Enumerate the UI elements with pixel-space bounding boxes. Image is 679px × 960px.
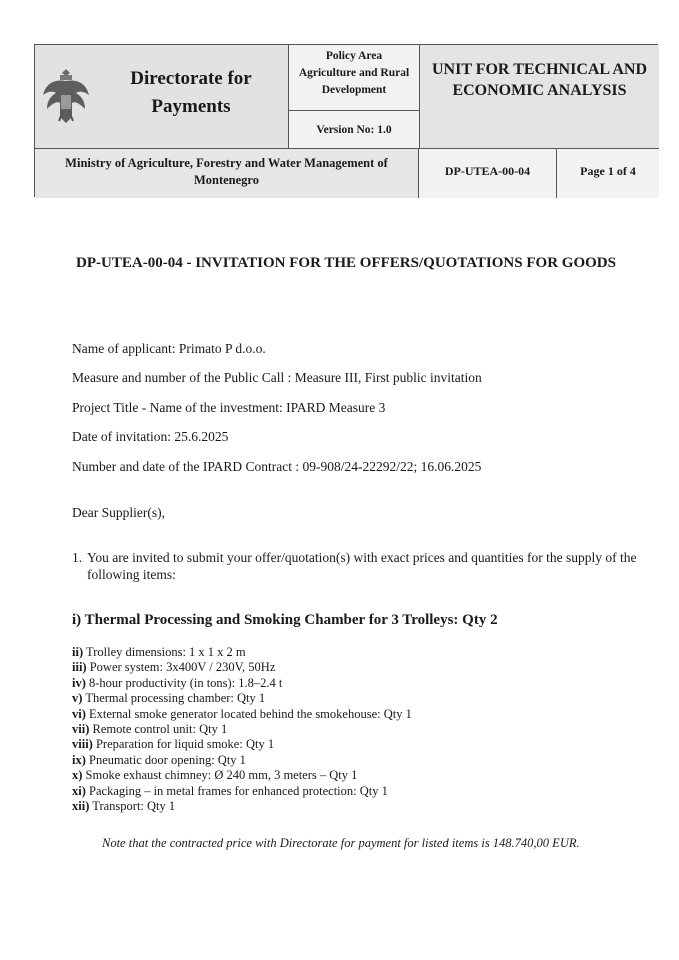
policy-area-label: Policy Area [325,50,383,62]
spec-item: iv) 8-hour productivity (in tons): 1.8–2.4 t [72,675,283,690]
greeting: Dear Supplier(s), [72,505,165,520]
spec-item: ix) Pneumatic door opening: Qty 1 [72,752,246,767]
directorate-cell [35,45,289,149]
policy-area-cell [289,45,420,111]
doc-code-cell: DP-UTEA-00-04 [419,149,557,198]
applicant-name: Name of applicant: Primato P d.o.o. [72,341,266,356]
spec-item: xii) Transport: Qty 1 [72,799,176,814]
policy-area-value: Agriculture and Rural Development [298,67,410,96]
spec-item: vii) Remote control unit: Qty 1 [72,722,228,737]
invitation-text: You are invited to submit your offer/quotation(s) with exact prices and quantities for the supply of the following items: [87,550,637,582]
spec-item: viii) Preparation for liquid smoke: Qty 1 [72,737,275,752]
ministry-cell: Ministry of Agriculture, Forestry and Water Management of Montenegro [35,149,419,198]
spec-item: ii) Trolley dimensions: 1 x 1 x 2 m [72,645,246,659]
spec-item: vi) External smoke generator located behind the smokehouse: Qty 1 [72,706,412,721]
document-title: DP-UTEA-00-04 - INVITATION FOR THE OFFERS/QUOTATIONS FOR GOODS [76,255,616,271]
project-title: Project Title - Name of the investment: IPARD Measure 3 [72,400,386,415]
invitation-date: Date of invitation: 25.6.2025 [72,429,229,444]
spec-item: xi) Packaging – in metal frames for enhanced protection: Qty 1 [72,783,388,798]
spec-item: x) Smoke exhaust chimney: Ø 240 mm, 3 meters – Qty 1 [72,768,358,783]
version-cell: Version No: 1.0 [289,111,420,149]
invitation-number: 1. [72,550,83,565]
montenegro-coat-of-arms-icon [41,65,91,127]
ipard-contract: Number and date of the IPARD Contract : 09-908/24-22292/22; 16.06.2025 [72,459,482,474]
unit-cell: UNIT FOR TECHNICAL AND ECONOMIC ANALYSIS [420,45,659,149]
public-call-measure: Measure and number of the Public Call : Measure III, First public invitation [72,370,482,385]
spec-item: v) Thermal processing chamber: Qty 1 [72,691,266,706]
page-number-cell: Page 1 of 4 [557,149,659,198]
item-heading: i) Thermal Processing and Smoking Chamber for 3 Trolleys: Qty 2 [72,612,498,628]
contracted-price-note: Note that the contracted price with Directorate for payment for listed items is 148.740,00 EUR. [102,836,580,850]
document-header-table [34,44,658,197]
specification-list [72,645,412,814]
invitation-paragraph [72,549,642,583]
spec-item: iii) Power system: 3x400V / 230V, 50Hz [72,660,276,675]
directorate-title: Directorate for Payments [130,68,252,117]
